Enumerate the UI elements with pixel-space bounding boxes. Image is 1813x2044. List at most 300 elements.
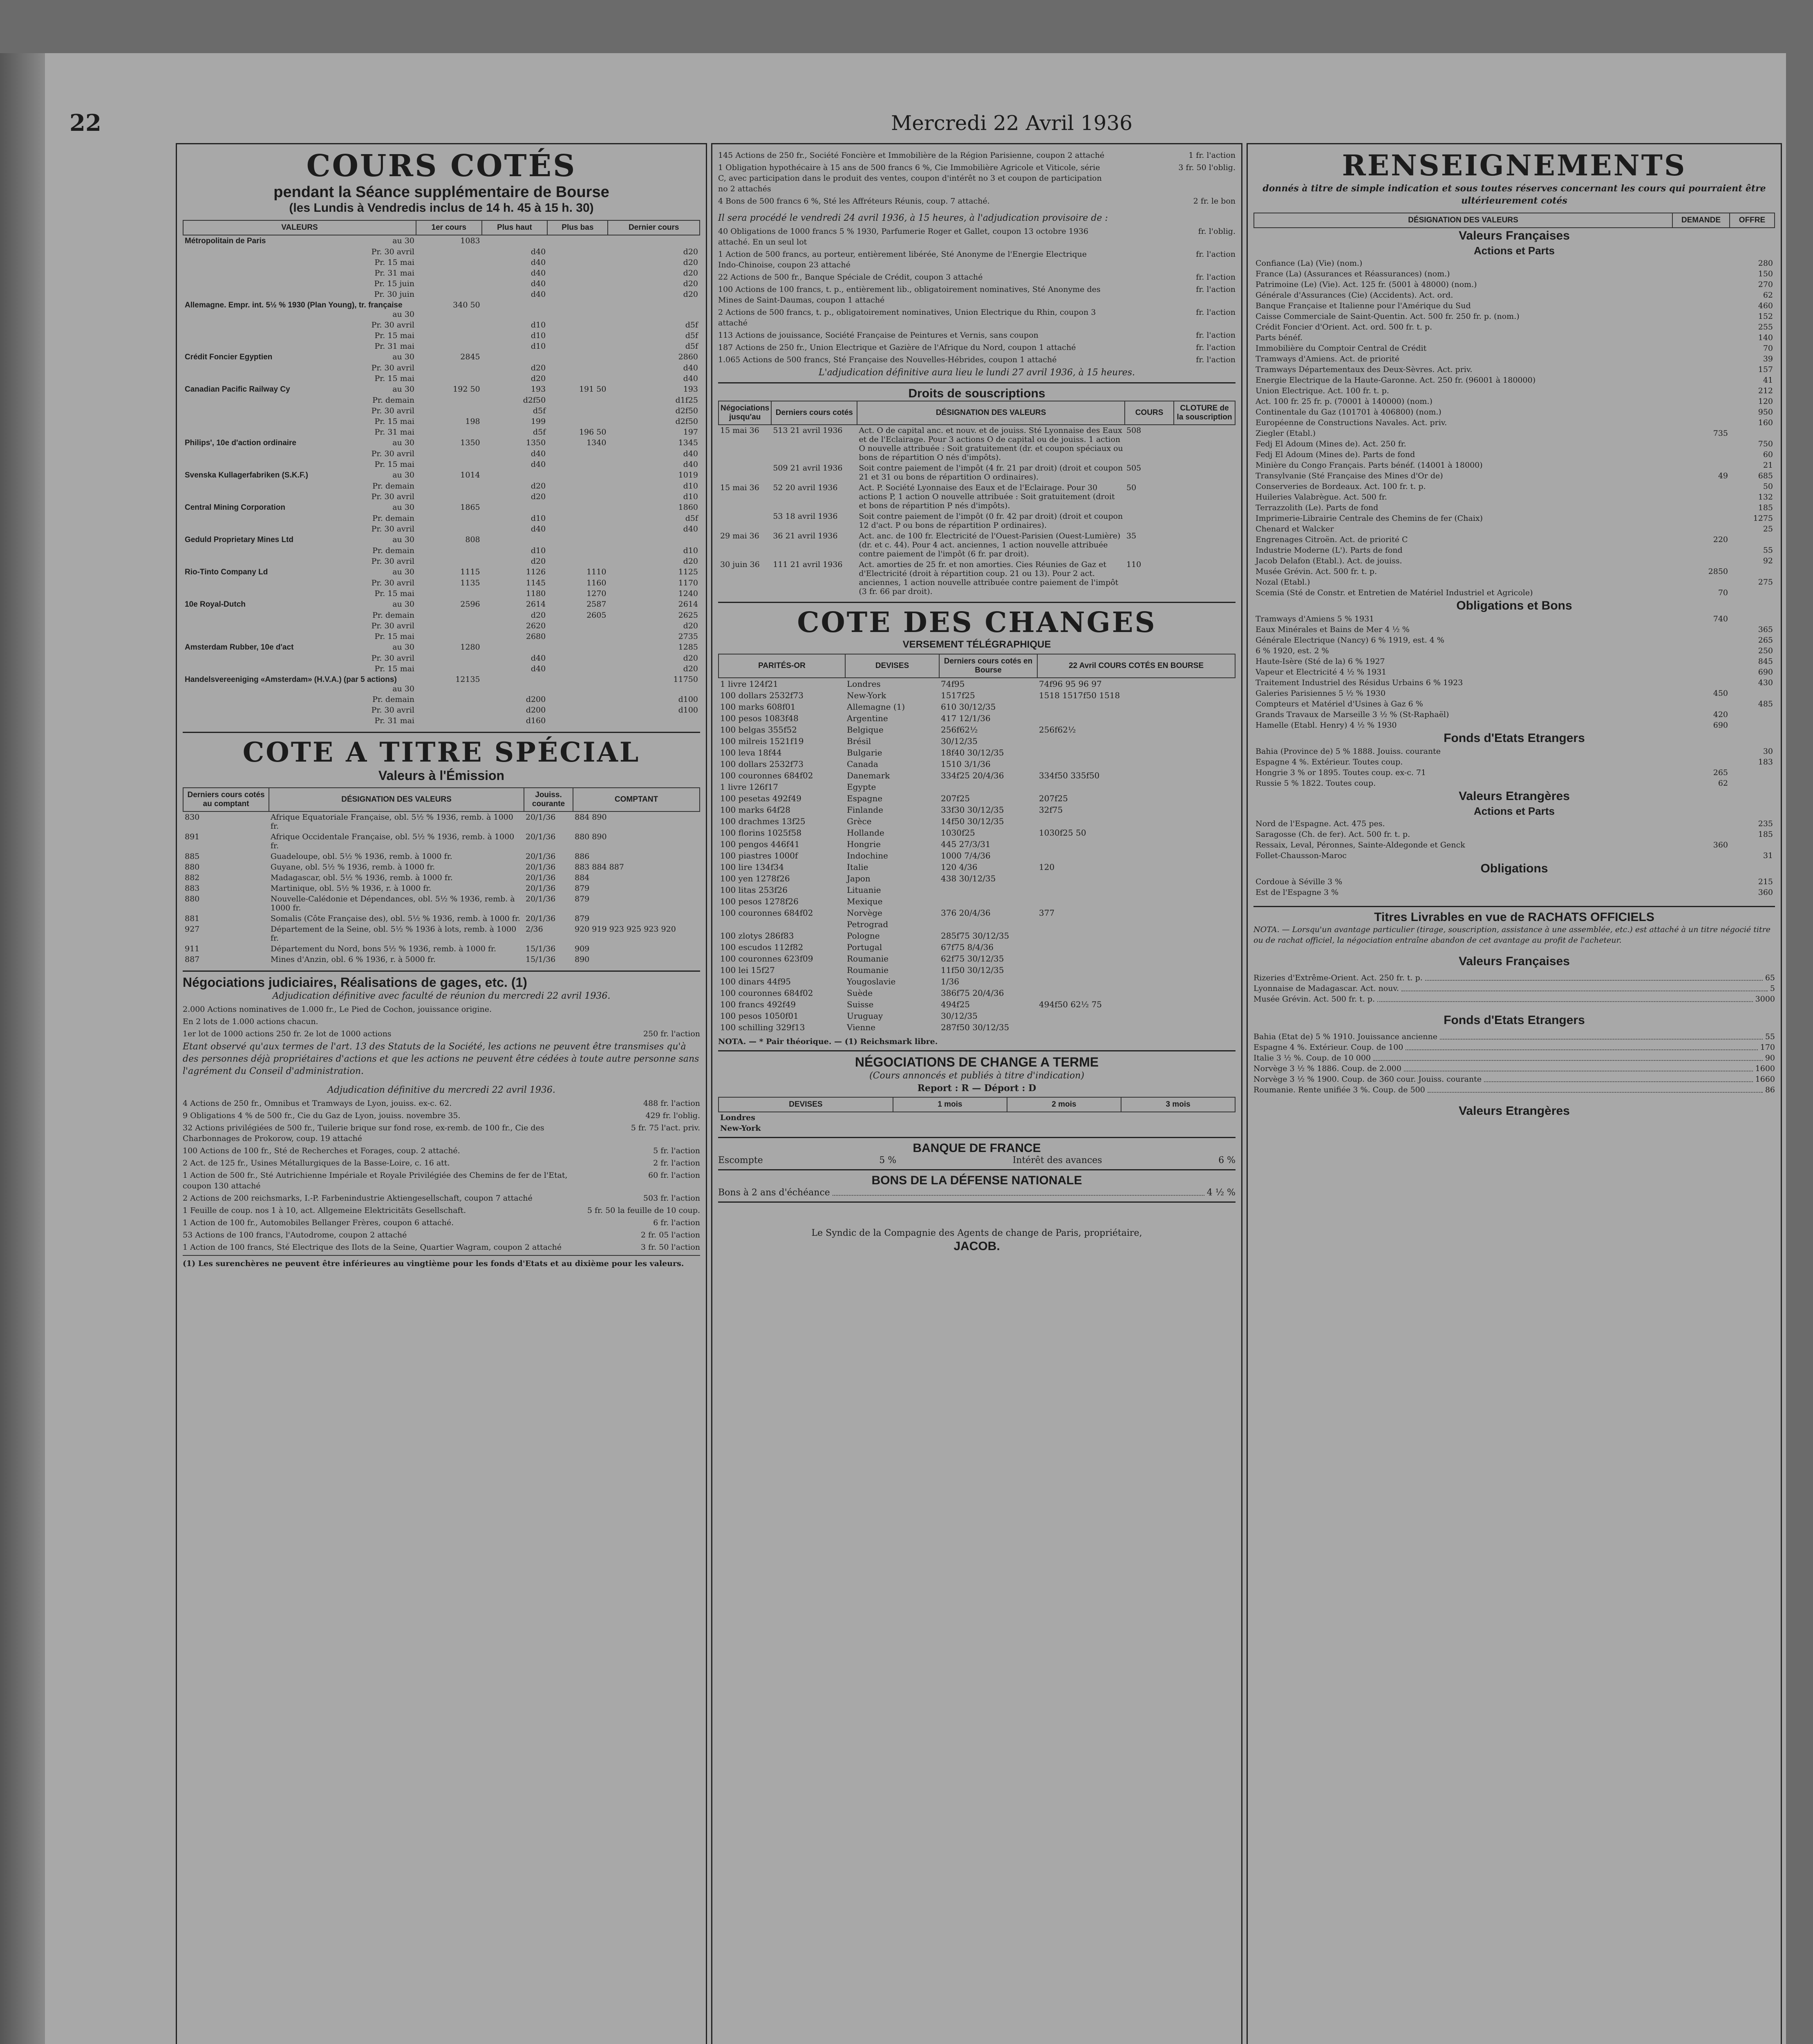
renseignements-offre: 120 xyxy=(1758,397,1773,406)
renseignements-row xyxy=(1254,428,1775,439)
cours-dernier xyxy=(608,715,700,726)
cours-valeur xyxy=(183,621,416,631)
cours-terme: Pr. 30 avril xyxy=(371,557,414,566)
renseignements-name: Ziegler (Etabl.) xyxy=(1256,429,1316,438)
cours-c1: 808 xyxy=(465,535,480,544)
renseignements-demande: 450 xyxy=(1713,689,1728,698)
cours-row xyxy=(183,257,700,268)
cours-c1 xyxy=(416,406,482,416)
changes-devise: Roumanie xyxy=(847,954,889,964)
renseignements-row xyxy=(1254,545,1775,556)
renseignements-heading: Obligations xyxy=(1480,862,1548,875)
change-terme-title: NÉGOCIATIONS DE CHANGE A TERME xyxy=(855,1055,1099,1069)
renseignements-offre: 157 xyxy=(1758,365,1773,374)
renseignements-offre: 460 xyxy=(1758,301,1773,310)
cours-terme: Pr. 15 mai xyxy=(374,664,414,673)
cours-valeur xyxy=(183,300,416,320)
cours-row xyxy=(183,320,700,330)
changes-parite: 100 piastres 1000f xyxy=(720,851,798,861)
changes-devise: Grèce xyxy=(847,816,872,826)
droits-dernier: 52 20 avril 1936 xyxy=(773,483,838,492)
col-derniers-cours: Derniers cours cotés au comptant xyxy=(183,788,269,811)
changes-parite: 100 pesos 1083f48 xyxy=(720,713,799,723)
renseignements-offre: 430 xyxy=(1758,678,1773,687)
renseignements-offre: 365 xyxy=(1758,625,1773,634)
changes-parite: 100 florins 1025f58 xyxy=(720,828,802,838)
renseignements-row xyxy=(1254,502,1775,513)
renseignements-offre: 950 xyxy=(1758,408,1773,417)
cours-dernier: d20 xyxy=(683,664,698,673)
rachats-value: 5 xyxy=(1770,984,1775,993)
cours-terme: Pr. 30 avril xyxy=(371,492,414,501)
cote-special-subtitle: Valeurs à l'Émission xyxy=(378,768,505,783)
cours-valeur-name: 10e Royal-Dutch xyxy=(185,600,246,609)
cours-dernier: d20 xyxy=(683,258,698,267)
cours-haut: 1145 xyxy=(526,578,546,587)
cours-haut: d40 xyxy=(530,449,546,458)
renseignements-offre: 485 xyxy=(1758,699,1773,708)
renseignements-row xyxy=(1254,524,1775,534)
cours-dernier: d40 xyxy=(683,524,698,533)
negociation-text: 1er lot de 1000 actions 250 fr. 2e lot de 1000 actions xyxy=(183,1029,392,1038)
cours-dernier xyxy=(608,534,700,545)
changes-cours: 256f62½ xyxy=(1039,725,1076,735)
cours-c1: 2596 xyxy=(460,600,480,609)
cours-c1: 1135 xyxy=(460,578,480,587)
special-dernier: 885 xyxy=(185,852,200,861)
changes-cours: 1030f25 50 xyxy=(1039,828,1086,838)
changes-dernier: 11f50 30/12/35 xyxy=(941,965,1004,975)
renseignements-demande xyxy=(1672,876,1730,887)
renseignements-row xyxy=(1254,354,1775,364)
cours-bas xyxy=(547,705,608,715)
cours-bas: 191 50 xyxy=(579,385,607,394)
changes-row xyxy=(718,690,1235,701)
renseignements-offre: 31 xyxy=(1763,851,1773,860)
cours-c1: 12135 xyxy=(455,675,480,684)
special-jouiss: 20/1/36 xyxy=(526,863,556,872)
renseignements-name: Tramways d'Amiens. Act. de priorité xyxy=(1256,354,1400,363)
cours-dernier: 2625 xyxy=(678,611,698,620)
droits-date xyxy=(718,511,771,531)
cours-bas: 1110 xyxy=(586,567,607,576)
renseignements-row xyxy=(1254,513,1775,524)
renseignements-demande xyxy=(1672,290,1730,300)
cours-dernier: d5f xyxy=(685,331,698,340)
droits-designation: Act. amorties de 25 fr. et non amorties. Cies Réunies de Gaz et d'Electricité (droit à répartition coup. 21 ou 13). Pour 2 act. anciennes, 1 action nouvelle attribuée contre paiement de l'impôt (3 fr. 66 par droit). xyxy=(859,560,1119,596)
cours-row xyxy=(183,427,700,437)
cours-terme: au 30 xyxy=(392,684,414,693)
cours-c1: 2845 xyxy=(460,352,480,361)
cours-dernier: d1f25 xyxy=(675,396,698,405)
negociation-price: fr. l'action xyxy=(1196,355,1236,364)
cours-dernier: d2f50 xyxy=(675,406,698,415)
changes-table xyxy=(718,654,1236,1033)
cours-valeur-name: Rio-Tinto Company Ld xyxy=(185,568,268,576)
cours-bas: 2605 xyxy=(586,611,607,620)
renseignements-row xyxy=(1254,688,1775,699)
changes-cours: 334f50 335f50 xyxy=(1039,771,1100,780)
cours-row xyxy=(183,694,700,705)
cours-bas xyxy=(547,470,608,481)
change-terme-report: Report : R — Déport : D xyxy=(917,1083,1036,1094)
droits-designation: Act. O de capital anc. et nouv. et de jouiss. Sté Lyonnaise des Eaux et de l'Eclairage. Pour 3 actions O de capital ou de jouiss. 1 action O nouvelle attribuée : Soit gratuitement (dr. et coupon spéciaux ou bons de répartition O nés d'impôts). xyxy=(859,426,1123,462)
negociation-text: 2 Actions de 200 reichsmarks, I.-P. Farbenindustrie Aktiengesellschaft, coupon 7 attaché xyxy=(183,1194,533,1203)
cours-row xyxy=(183,524,700,534)
changes-dernier: 1/36 xyxy=(941,977,959,986)
terme-row-londres: Londres xyxy=(720,1113,755,1122)
cours-terme: Pr. 30 avril xyxy=(371,406,414,415)
rachats-name: Rizeries d'Extrême-Orient. Act. 250 fr. t. p. xyxy=(1253,973,1423,982)
bons-label: Bons à 2 ans d'échéance xyxy=(718,1188,830,1198)
droits-cours: 110 xyxy=(1126,560,1142,569)
changes-cours xyxy=(1037,850,1235,861)
changes-parite: 100 pesetas 492f49 xyxy=(720,793,801,803)
changes-parite: 100 litas 253f26 xyxy=(720,885,788,895)
negociation-line xyxy=(183,1110,700,1121)
changes-cours: 32f75 xyxy=(1039,805,1063,815)
renseignements-name: Banque Française et Italienne pour l'Amérique du Sud xyxy=(1256,301,1471,310)
col-designation: DÉSIGNATION DES VALEURS xyxy=(269,788,524,811)
special-designation: Mines d'Anzin, obl. 6 % 1936, r. à 5000 fr. xyxy=(271,955,436,964)
renseignements-heading: Valeurs Etrangères xyxy=(1459,789,1570,803)
renseignements-offre: 275 xyxy=(1758,578,1773,587)
cours-row xyxy=(183,621,700,631)
special-dernier: 882 xyxy=(185,873,200,882)
renseignements-offre: 215 xyxy=(1758,877,1773,886)
page-number: 22 xyxy=(69,110,101,137)
cours-valeur xyxy=(183,373,416,384)
renseignements-name: Nozal (Etabl.) xyxy=(1256,578,1310,587)
changes-cours xyxy=(1037,953,1235,964)
cours-bas xyxy=(547,341,608,352)
negociation-text: 1.065 Actions de 500 francs, Sté Française des Nouvelles-Hébrides, coupon 1 attaché xyxy=(718,355,1057,364)
changes-row xyxy=(718,758,1235,770)
changes-devise: Egypte xyxy=(847,782,876,792)
special-dernier: 911 xyxy=(185,944,200,953)
cours-terme: au 30 xyxy=(392,643,414,652)
negociation-price: 1 fr. l'action xyxy=(1189,151,1236,160)
renseignements-subsection xyxy=(1254,244,1775,258)
cours-dernier: d5f xyxy=(685,342,698,351)
renseignements-demande: 420 xyxy=(1713,710,1728,719)
cours-valeur-name: Amsterdam Rubber, 10e d'act xyxy=(185,643,294,652)
renseignements-name: Conserveries de Bordeaux. Act. 100 fr. t. p. xyxy=(1256,482,1426,491)
renseignements-name: Fedj El Adoum (Mines de). Act. 250 fr. xyxy=(1256,439,1406,448)
renseignements-demande: 360 xyxy=(1713,840,1728,849)
cours-row xyxy=(183,416,700,427)
renseignements-demande xyxy=(1672,417,1730,428)
changes-row xyxy=(718,873,1235,884)
cours-terme: Pr. demain xyxy=(372,396,414,405)
cours-dernier: 193 xyxy=(683,385,698,394)
droits-designation: Act. P. Société Lyonnaise des Eaux et de l'Eclairage. Pour 30 actions P, 1 action O nouvelle attribuée : Soit gratuitement (droit et bons de répartition P nés d'impôts). xyxy=(859,483,1115,510)
renseignements-name: Ressaix, Leval, Péronnes, Sainte-Aldegonde et Genck xyxy=(1256,840,1465,849)
changes-row xyxy=(718,884,1235,896)
cours-bas xyxy=(547,268,608,278)
negociation-text: 2.000 Actions nominatives de 1.000 fr., Le Pied de Cochon, jouissance origine. xyxy=(183,1005,492,1014)
cours-cotes-subtitle: pendant la Séance supplémentaire de Bourse xyxy=(273,184,609,201)
renseignements-demande xyxy=(1672,322,1730,332)
cours-c1: 340 50 xyxy=(453,300,480,309)
renseignements-demande: 2850 xyxy=(1708,567,1728,576)
header-date: Mercredi 22 Avril 1936 xyxy=(891,111,1133,135)
changes-devise: Bulgarie xyxy=(847,748,882,758)
negociation-price: fr. l'action xyxy=(1196,343,1236,352)
renseignements-row xyxy=(1254,279,1775,290)
cours-valeur xyxy=(183,556,416,567)
renseignements-name: Patrimoine (Le) (Vie). Act. 125 fr. (5001 à 48000) (nom.) xyxy=(1256,280,1477,289)
changes-parite: 100 marks 64f28 xyxy=(720,805,791,815)
changes-rows xyxy=(718,678,1235,1033)
changes-dernier: 494f25 xyxy=(941,1000,970,1009)
renseignements-demande xyxy=(1672,677,1730,688)
negociations-note1: Etant observé qu'aux termes de l'art. 13 des Statuts de la Société, les actions ne peuvent être transmises qu'à des personnes déjà propriétaires d'actions et que les actions ne peuvent être cédées à toute autre personne sans l'agrément du Conseil d'administration. xyxy=(183,1042,699,1076)
changes-row xyxy=(718,964,1235,976)
cours-row xyxy=(183,341,700,352)
changes-dernier: 74f95 xyxy=(941,679,965,689)
cours-haut: d200 xyxy=(526,695,546,704)
cours-terme: Pr. demain xyxy=(372,546,414,555)
bons-value: 4 ½ % xyxy=(1206,1188,1236,1198)
col-3-mois: 3 mois xyxy=(1121,1097,1235,1112)
rachats-row xyxy=(1253,1053,1775,1063)
renseignements-demande xyxy=(1672,746,1730,757)
negociation-line xyxy=(718,284,1236,305)
cote-special-title: COTE A TITRE SPÉCIAL xyxy=(242,736,640,768)
renseignements-row xyxy=(1254,624,1775,635)
renseignements-row xyxy=(1254,614,1775,624)
cours-dernier: d5f xyxy=(685,320,698,329)
renseignements-demande xyxy=(1672,481,1730,492)
cours-row xyxy=(183,278,700,289)
renseignements-section xyxy=(1254,731,1775,746)
cours-terme: Pr. 15 mai xyxy=(374,632,414,641)
rachats-heading: Valeurs Françaises xyxy=(1459,955,1570,968)
special-jouiss: 20/1/36 xyxy=(526,832,556,841)
droits-cours: 35 xyxy=(1126,531,1137,540)
negociation-line xyxy=(183,1123,700,1144)
renseignements-offre xyxy=(1730,614,1775,624)
changes-devise: Suède xyxy=(847,988,873,998)
droits-cloture xyxy=(1174,511,1235,531)
changes-devise: Italie xyxy=(847,862,868,872)
cours-terme: au 30 xyxy=(392,438,414,447)
changes-parite: 100 zlotys 286f83 xyxy=(720,931,794,941)
signature-name: JACOB. xyxy=(954,1239,1000,1253)
cours-dernier: d20 xyxy=(683,279,698,288)
cours-cotes-table xyxy=(183,220,700,726)
renseignements-row xyxy=(1254,677,1775,688)
cours-valeur-name: Svenska Kullagerfabriken (S.K.F.) xyxy=(185,471,308,480)
negociation-price: 250 fr. l'action xyxy=(643,1029,700,1038)
changes-dernier: 438 30/12/35 xyxy=(941,874,996,883)
droits-dernier: 509 21 avril 1936 xyxy=(773,464,843,473)
cours-haut xyxy=(482,352,548,363)
cours-terme: Pr. 30 avril xyxy=(371,247,414,256)
cours-cotes-title: COURS COTÉS xyxy=(306,148,577,184)
changes-row xyxy=(718,747,1235,758)
special-dernier: 880 xyxy=(185,863,200,872)
cours-c1 xyxy=(416,588,482,599)
renseignements-name: Européenne de Constructions Navales. Act. priv. xyxy=(1256,418,1447,427)
cours-c1 xyxy=(416,653,482,663)
negociation-text: 2 Act. de 125 fr., Usines Métallurgiques de la Basse-Loire, c. 16 att. xyxy=(183,1159,450,1168)
cours-terme: au 30 xyxy=(392,236,414,245)
negociation-line xyxy=(718,307,1236,328)
cours-c1 xyxy=(416,663,482,674)
cours-row xyxy=(183,599,700,610)
changes-dernier: 120 4/36 xyxy=(941,862,978,872)
changes-parite: 100 couronnes 684f02 xyxy=(720,988,813,998)
rachats-name: Norvège 3 ½ % 1900. Coup. de 360 cour. Jouiss. courante xyxy=(1253,1075,1482,1084)
cours-c1 xyxy=(416,631,482,642)
renseignements-row xyxy=(1254,840,1775,850)
cours-c1 xyxy=(416,513,482,524)
cours-row xyxy=(183,534,700,545)
cours-valeur xyxy=(183,278,416,289)
changes-dernier: 610 30/12/35 xyxy=(941,702,996,712)
renseignements-demande xyxy=(1672,407,1730,417)
cours-haut: d20 xyxy=(530,492,546,501)
renseignements-name: Caisse Commerciale de Saint-Quentin. Act. 500 fr. 250 fr. p. (nom.) xyxy=(1256,312,1520,321)
rachats-name: Bahia (Etat de) 5 % 1910. Jouissance ancienne xyxy=(1253,1032,1438,1041)
rachats-row xyxy=(1253,1031,1775,1042)
renseignements-demande xyxy=(1672,635,1730,645)
rachats-row xyxy=(1253,973,1775,983)
renseignements-offre: 62 xyxy=(1763,291,1773,300)
cours-terme: Pr. 15 mai xyxy=(374,460,414,469)
special-designation: Martinique, obl. 5½ % 1936, r. à 1000 fr. xyxy=(271,884,432,893)
renseignements-demande xyxy=(1672,577,1730,587)
renseignements-heading: Obligations et Bons xyxy=(1456,599,1572,612)
special-designation: Somalis (Côte Française des), obl. 5½ % 1936, remb. à 1000 fr. xyxy=(271,914,520,923)
cours-bas: 1270 xyxy=(586,589,607,598)
renseignements-name: Nord de l'Espagne. Act. 475 pes. xyxy=(1256,819,1385,828)
changes-devise: Allemagne (1) xyxy=(847,702,905,712)
negociation-text: 22 Actions de 500 fr., Banque Spéciale de Crédit, coupon 3 attaché xyxy=(718,273,983,282)
cours-row xyxy=(183,674,700,694)
droits-designation: Soit contre paiement de l'impôt (0 fr. 42 par droit) (droit et coupon 12 d'act. P ou bons de répartition P ordinaires). xyxy=(859,512,1123,530)
cours-haut: d2f50 xyxy=(523,396,546,405)
special-comptant: 883 884 887 xyxy=(575,863,624,872)
renseignements-name: Haute-Isère (Sté de la) 6 % 1927 xyxy=(1256,657,1385,666)
col-2-mois: 2 mois xyxy=(1007,1097,1121,1112)
cours-row xyxy=(183,663,700,674)
cours-valeur xyxy=(183,384,416,395)
cours-row xyxy=(183,384,700,395)
cours-c1 xyxy=(416,610,482,621)
renseignements-name: Russie 5 % 1822. Toutes coup. xyxy=(1256,779,1376,788)
cote-special-rows xyxy=(183,811,700,965)
renseignements-title: RENSEIGNEMENTS xyxy=(1342,148,1687,182)
changes-devise: Yougoslavie xyxy=(847,977,896,986)
renseignements-name: Générale d'Assurances (Cie) (Accidents). Act. ord. xyxy=(1256,291,1453,300)
cours-c1 xyxy=(416,395,482,406)
cours-c1 xyxy=(416,257,482,268)
negociations-adjudication1: Adjudication définitive avec faculté de réunion du mercredi 22 avril 1936. xyxy=(272,991,611,1001)
droits-row xyxy=(718,482,1235,511)
special-designation: Madagascar, obl. 5½ % 1936, remb. à 1000 fr. xyxy=(271,873,453,882)
cours-terme: Pr. 31 mai xyxy=(374,716,414,725)
rachats-name: Espagne 4 %. Extérieur. Coup. de 100 xyxy=(1253,1043,1403,1052)
cours-bas xyxy=(547,502,608,513)
renseignements-heading: Valeurs Françaises xyxy=(1459,229,1570,242)
cours-terme: au 30 xyxy=(392,535,414,544)
droits-dernier: 36 21 avril 1936 xyxy=(773,531,838,540)
renseignements-offre: 255 xyxy=(1758,323,1773,332)
cours-haut xyxy=(482,502,548,513)
cours-c1 xyxy=(416,363,482,373)
avances-label: Intérêt des avances xyxy=(1012,1155,1102,1165)
changes-devise: Vienne xyxy=(847,1022,875,1032)
rachats-name: Musée Grévin. Act. 500 fr. t. p. xyxy=(1253,995,1375,1004)
special-comptant: 884 890 xyxy=(575,813,607,822)
changes-cours: 377 xyxy=(1039,908,1055,918)
cours-bas xyxy=(547,715,608,726)
cours-c1: 192 50 xyxy=(453,385,480,394)
cours-haut: d20 xyxy=(530,557,546,566)
renseignements-offre xyxy=(1730,428,1775,439)
renseignements-offre xyxy=(1730,534,1775,545)
droits-dernier: 513 21 avril 1936 xyxy=(773,426,843,435)
droits-row xyxy=(718,463,1235,482)
changes-dernier: 14f50 30/12/35 xyxy=(941,816,1004,826)
cours-dernier: 197 xyxy=(683,428,698,437)
cours-terme: Pr. 30 avril xyxy=(371,621,414,630)
cours-haut: d40 xyxy=(530,258,546,267)
col-cours: COURS xyxy=(1125,401,1174,425)
cours-c1 xyxy=(416,373,482,384)
special-dernier: 927 xyxy=(185,925,200,934)
changes-parite: 100 pesos 1050f01 xyxy=(720,1011,799,1021)
negociation-line xyxy=(183,1016,700,1027)
cours-c1 xyxy=(416,330,482,341)
special-row xyxy=(183,831,700,851)
changes-dernier: 285f75 30/12/35 xyxy=(941,931,1009,941)
col-derniers: Derniers cours cotés xyxy=(771,401,857,425)
renseignements-name: Fedj El Adoum (Mines de). Parts de fond xyxy=(1256,450,1415,459)
changes-dernier: 30/12/35 xyxy=(941,736,978,746)
renseignements-name: Imprimerie-Librairie Centrale des Chemins de fer (Chaix) xyxy=(1256,514,1483,523)
changes-parite: 100 dollars 2532f73 xyxy=(720,759,804,769)
special-comptant: 909 xyxy=(575,944,590,953)
renseignements-name: Crédit Foncier d'Orient. Act. ord. 500 fr. t. p. xyxy=(1256,323,1432,332)
renseignements-row xyxy=(1254,720,1775,731)
renseignements-offre: 50 xyxy=(1763,482,1773,491)
cours-valeur xyxy=(183,715,416,726)
cours-haut xyxy=(482,642,548,653)
cours-c1 xyxy=(416,459,482,470)
renseignements-demande: 740 xyxy=(1713,614,1728,623)
changes-row xyxy=(718,770,1235,781)
changes-title: COTE DES CHANGES xyxy=(797,606,1157,639)
col-demande: DEMANDE xyxy=(1672,213,1730,228)
special-designation: Afrique Equatoriale Française, obl. 5½ % 1936, remb. à 1000 fr. xyxy=(271,813,513,831)
right-column xyxy=(1247,143,1782,2044)
signature-text: Le Syndic de la Compagnie des Agents de change de Paris, propriétaire, xyxy=(811,1228,1142,1238)
renseignements-row xyxy=(1254,850,1775,861)
col-jouiss: Jouiss. courante xyxy=(524,788,573,811)
cours-terme: au 30 xyxy=(392,567,414,576)
cours-terme: Pr. 30 juin xyxy=(374,290,414,299)
cours-c1 xyxy=(416,268,482,278)
renseignements-row xyxy=(1254,290,1775,300)
cours-dernier: d5f xyxy=(685,514,698,523)
cours-dernier: d10 xyxy=(683,492,698,501)
changes-row xyxy=(718,793,1235,804)
changes-row xyxy=(718,724,1235,735)
